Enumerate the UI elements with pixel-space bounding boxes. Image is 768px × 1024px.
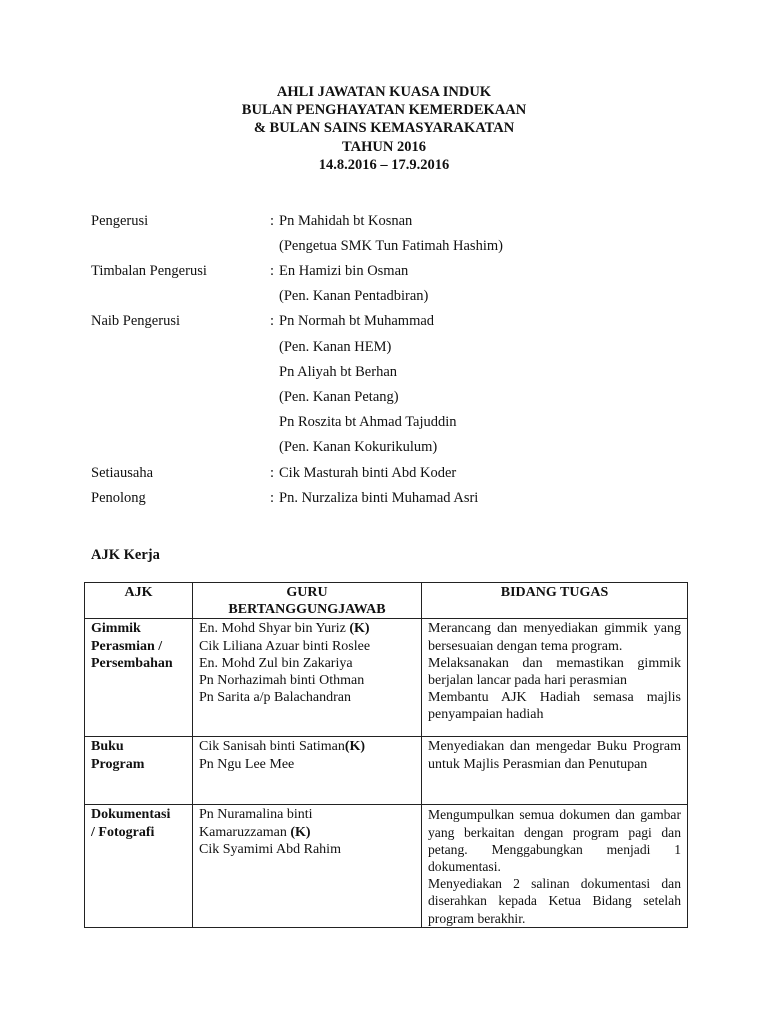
teacher-name: [199, 756, 415, 773]
header-guru-line: BERTANGGUNGJAWAB: [228, 602, 386, 618]
committee-role: Penolong: [91, 490, 146, 506]
table-row: [85, 737, 688, 805]
task-text: Melaksanakan dan memastikan gimmik berjalan lancar pada hari perasmian: [428, 655, 681, 689]
heading-title: AHLI JAWATAN KUASA INDUK: [276, 84, 492, 100]
header-tugas: BIDANG TUGAS: [422, 583, 688, 619]
heading-event-2: & BULAN SAINS KEMASYARAKATAN: [253, 120, 515, 137]
header-ajk: AJK: [85, 583, 193, 619]
heading-year: TAHUN 2016: [342, 138, 426, 155]
teacher-name-text: Pn Ngu Lee Mee: [199, 756, 295, 772]
task-text: Mengumpulkan semua dokumen dan gambar yang berkaitan dengan program pagi dan petang. Menggabungkan menjadi 1 dokumentasi.: [428, 807, 681, 875]
committee-role: Timbalan Pengerusi: [91, 263, 207, 279]
committee-colon: :: [270, 213, 275, 229]
teacher-name-text: En. Mohd Zul bin Zakariya: [199, 655, 353, 671]
ajk-name-line: / Fotografi: [91, 824, 155, 840]
committee-member: (Pen. Kanan HEM): [279, 339, 392, 355]
ajk-name-line: Program: [91, 756, 145, 772]
ajk-table: [84, 582, 688, 928]
teacher-name-text: Pn Nuramalina binti: [199, 807, 313, 823]
section-title: AJK Kerja: [91, 547, 160, 563]
committee-role: Pengerusi: [91, 213, 149, 229]
committee-member: (Pen. Kanan Petang): [279, 389, 399, 405]
teacher-name-text: Cik Sanisah binti Satiman: [199, 739, 345, 755]
teacher-name-text: Cik Liliana Azuar binti Roslee: [199, 638, 371, 654]
committee-member: (Pen. Kanan Pentadbiran): [279, 288, 429, 304]
committee-member: En Hamizi bin Osman: [279, 263, 409, 279]
guru-cell: [193, 619, 422, 737]
task-text: Merancang dan menyediakan gimmik yang bersesuaian dengan tema program.: [428, 621, 681, 654]
guru-cell: [193, 805, 422, 928]
committee-member: (Pengetua SMK Tun Fatimah Hashim): [279, 238, 503, 254]
task-text: Menyediakan dan mengedar Buku Program untuk Majlis Perasmian dan Penutupan: [428, 739, 681, 772]
heading-dates: 14.8.2016 – 17.9.2016: [318, 156, 450, 173]
coordinator-mark: (K): [290, 824, 311, 840]
teacher-name: [199, 806, 415, 823]
committee-member: Cik Masturah binti Abd Koder: [279, 465, 457, 481]
ajk-name-line: Dokumentasi: [91, 807, 171, 823]
table-header-row: [85, 583, 688, 619]
header-guru-line: GURU: [286, 585, 328, 600]
ajk-cell: [85, 737, 193, 805]
heading-event: BULAN PENGHAYATAN KEMERDEKAAN: [241, 102, 527, 119]
tugas-cell: [422, 737, 688, 805]
table-row: [85, 805, 688, 928]
teacher-name-text: Pn Norhazimah binti Othman: [199, 673, 365, 689]
document-heading: [0, 83, 768, 174]
committee-member: Pn Aliyah bt Berhan: [279, 364, 398, 380]
teacher-name-text: En. Mohd Shyar bin Yuriz: [199, 621, 350, 637]
committee-member: Pn Normah bt Muhammad: [279, 313, 435, 329]
teacher-name: [199, 638, 415, 655]
coordinator-mark: (K): [344, 739, 366, 755]
teacher-name: [199, 738, 415, 755]
teacher-name: [199, 841, 415, 858]
header-guru: [193, 583, 422, 619]
ajk-cell: [85, 619, 193, 737]
committee-member: (Pen. Kanan Kokurikulum): [279, 439, 438, 455]
ajk-name-line: Persembahan: [91, 655, 173, 671]
committee-colon: :: [270, 313, 275, 329]
teacher-name-text: Kamaruzzaman: [199, 824, 291, 840]
teacher-name: [199, 672, 415, 689]
committee-member: Pn Roszita bt Ahmad Tajuddin: [279, 414, 457, 430]
committee-member: Pn. Nurzaliza binti Muhamad Asri: [279, 490, 479, 506]
tugas-cell: [422, 619, 688, 737]
committee-colon: :: [270, 263, 275, 279]
committee-role: Naib Pengerusi: [91, 313, 180, 329]
committee-member: Pn Mahidah bt Kosnan: [279, 213, 413, 229]
ajk-name-line: Gimmik: [91, 621, 141, 637]
teacher-name: [199, 824, 415, 841]
teacher-name-text: Cik Syamimi Abd Rahim: [199, 841, 341, 857]
teacher-name-text: Pn Sarita a/p Balachandran: [199, 690, 352, 706]
task-text: Membantu AJK Hadiah semasa majlis penyampaian hadiah: [428, 690, 681, 723]
committee-colon: :: [270, 490, 275, 506]
teacher-name: [199, 655, 415, 672]
table-row: [85, 619, 688, 737]
guru-cell: [193, 737, 422, 805]
ajk-name-line: Buku: [91, 739, 124, 755]
tugas-cell: [422, 805, 688, 928]
committee-role: Setiausaha: [91, 465, 154, 481]
ajk-cell: [85, 805, 193, 928]
committee-colon: :: [270, 465, 275, 481]
task-text: Menyediakan 2 salinan dokumentasi dan diserahkan kepada Ketua Bidang setelah program berakhir.: [428, 876, 681, 926]
teacher-name: [199, 620, 415, 637]
coordinator-mark: (K): [349, 621, 370, 637]
ajk-name-line: Perasmian /: [91, 638, 163, 654]
teacher-name: [199, 689, 415, 706]
